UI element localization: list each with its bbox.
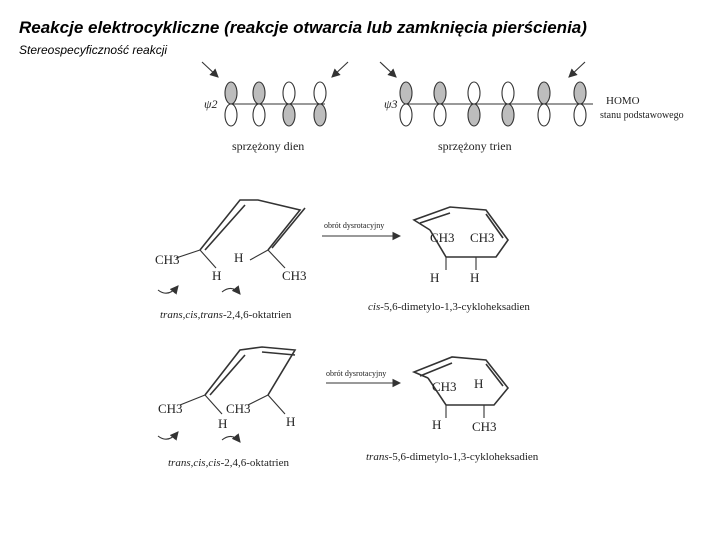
reaction2-product-name bbox=[366, 451, 539, 463]
slide-title: Reakcje elektrocykliczne (reakcje otwarcia lub zamknięcia pierścienia) bbox=[19, 18, 587, 37]
incoming-arrow bbox=[202, 62, 218, 77]
reaction1-product-name-rest: -5,6-dimetylo-1,3-cykloheksadien bbox=[380, 301, 530, 313]
p2-h-right: H bbox=[474, 376, 484, 391]
reaction2-product-name-italic: trans bbox=[366, 451, 389, 463]
homo-sublabel: stanu podstawowego bbox=[600, 110, 684, 121]
reaction2-reactant-name bbox=[168, 457, 289, 469]
r1-ch3-right: CH3 bbox=[282, 268, 307, 283]
reaction2-product-name-rest: -5,6-dimetylo-1,3-cykloheksadien bbox=[388, 451, 539, 463]
r1-ch3-left: CH3 bbox=[155, 252, 180, 267]
psi3-label: ψ3 bbox=[384, 97, 398, 111]
p1-h-right: H bbox=[470, 270, 480, 285]
reaction1-reactant-name-rest: -2,4,6-oktatrien bbox=[222, 309, 292, 321]
p1-h-left: H bbox=[430, 270, 440, 285]
slide-subtitle: Stereospecyficzność reakcji bbox=[19, 43, 168, 57]
r2-h-top: H bbox=[218, 416, 228, 431]
reaction1-product-name bbox=[368, 301, 530, 313]
diene-caption: sprzężony dien bbox=[232, 139, 305, 153]
reaction-2 bbox=[158, 347, 539, 469]
incoming-arrow bbox=[380, 62, 396, 77]
incoming-arrow bbox=[332, 62, 348, 77]
p2-ch3-right: CH3 bbox=[472, 419, 497, 434]
reaction2-reactant-name-italic: trans,cis,cis bbox=[168, 457, 221, 469]
r1-h-mid: H bbox=[212, 268, 222, 283]
p2-ch3-left: CH3 bbox=[432, 379, 457, 394]
orbital-panel bbox=[202, 62, 684, 153]
reaction1-reactant-name-italic: trans,cis,trans bbox=[160, 309, 223, 321]
rotation-arrow-icon bbox=[222, 436, 240, 442]
p2-h-left: H bbox=[432, 417, 442, 432]
incoming-arrow bbox=[569, 62, 585, 77]
triene-caption: sprzężony trien bbox=[438, 139, 512, 153]
psi2-label: ψ2 bbox=[204, 97, 218, 111]
rotation-arrow-icon bbox=[158, 432, 178, 439]
p1-ch3-left: CH3 bbox=[430, 230, 455, 245]
p1-ch3-right: CH3 bbox=[470, 230, 495, 245]
reaction2-product-ring bbox=[414, 357, 508, 418]
reaction2-reactant-name-rest: -2,4,6-oktatrien bbox=[220, 457, 289, 469]
reaction1-reactant-name bbox=[160, 309, 292, 321]
r1-h-right: H bbox=[234, 250, 244, 265]
reaction1-product-name-italic: cis bbox=[368, 301, 381, 313]
rotation-arrow-icon bbox=[222, 288, 240, 294]
reaction-1 bbox=[155, 200, 530, 321]
r2-h-low: H bbox=[286, 414, 296, 429]
r2-ch3-left: CH3 bbox=[158, 401, 183, 416]
homo-label: HOMO bbox=[606, 95, 640, 107]
reaction2-arrow-label: obrót dysrotacyjny bbox=[326, 369, 387, 378]
rotation-arrow-icon bbox=[158, 286, 178, 293]
reaction1-arrow-label: obrót dysrotacyjny bbox=[324, 221, 385, 230]
r2-ch3-mid: CH3 bbox=[226, 401, 251, 416]
